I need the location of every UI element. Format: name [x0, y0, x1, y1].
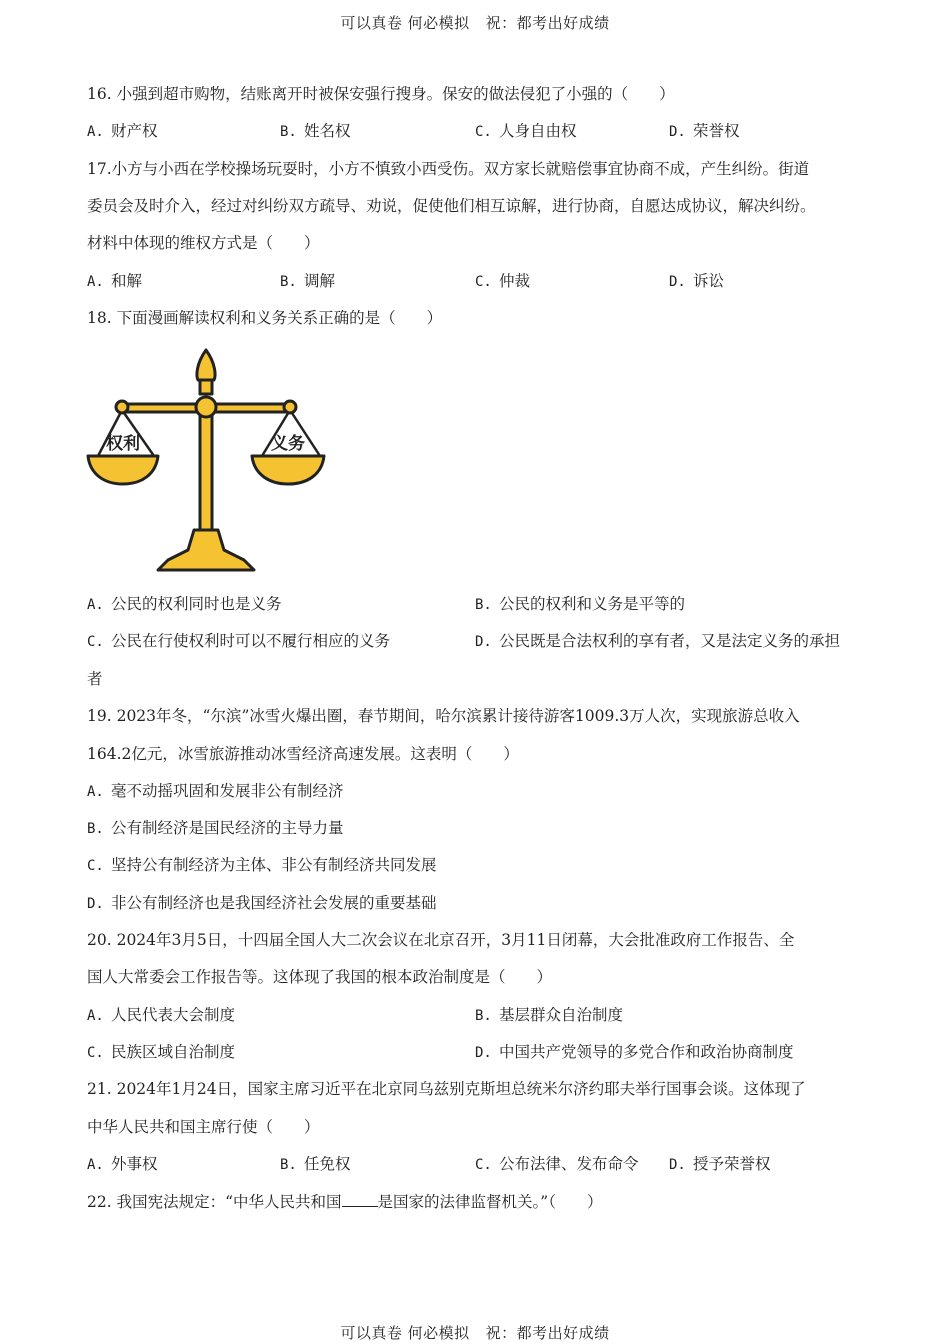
question-19-option-c[interactable]: C. 坚持公有制经济为主体、非公有制经济共同发展 [87, 856, 437, 874]
option-c[interactable]: C. 公布法律、发布命令 [475, 1155, 639, 1173]
option-d[interactable]: D. 中国共产党领导的多党合作和政治协商制度 [475, 1043, 794, 1061]
question-17-options [87, 269, 887, 291]
option-d-continuation: 者 [87, 670, 103, 688]
page-footer [0, 1322, 950, 1343]
option-c[interactable]: C. 仲裁 [475, 272, 531, 290]
question-20-options-row2 [87, 1040, 887, 1062]
option-a[interactable]: A. 公民的权利同时也是义务 [87, 595, 282, 613]
question-18-options-row1 [87, 592, 887, 614]
option-c[interactable]: C. 公民在行使权利时可以不履行相应的义务 [87, 632, 391, 650]
question-17-stem-line3: 材料中体现的维权方式是（ ） [87, 234, 320, 252]
option-b[interactable]: B. 公民的权利和义务是平等的 [475, 595, 686, 613]
question-18-options-row2 [87, 629, 887, 651]
option-b[interactable]: B. 基层群众自治制度 [475, 1006, 624, 1024]
scale-base [158, 530, 254, 570]
option-d[interactable]: D. 公民既是合法权利的享有者，又是法定义务的承担 [475, 632, 841, 650]
scale-left-pan [88, 456, 158, 484]
question-21-stem-line2: 中华人民共和国主席行使（ ） [87, 1118, 320, 1136]
footer-slogan: 可以真卷 何必模拟 [340, 1324, 470, 1342]
option-c[interactable]: C. 人身自由权 [475, 122, 577, 140]
fill-in-blank[interactable] [342, 1192, 378, 1207]
question-20-stem-line1: 20. 2024年3月5日，十四届全国人大二次会议在北京召开，3月11日闭幕，大会批准政府工作报告、全 [87, 931, 795, 949]
question-22-stem: 22. 我国宪法规定：“中华人民共和国 是国家的法律监督机关。”（ ） [87, 1193, 603, 1211]
footer-wish: 祝：都考出好成绩 [485, 1324, 610, 1342]
question-20-options-row1 [87, 1003, 887, 1025]
scale-pole [200, 412, 212, 530]
header-wish: 祝：都考出好成绩 [485, 14, 610, 32]
scale-finial [197, 350, 215, 380]
question-18-stem: 18. 下面漫画解读权利和义务关系正确的是（ ） [87, 309, 443, 327]
question-21-options [87, 1152, 887, 1174]
question-19-stem-line2: 164.2亿元，冰雪旅游推动冰雪经济高速发展。这表明（ ） [87, 745, 519, 763]
question-17-stem-line2: 委员会及时介入，经过对纠纷双方疏导、劝说，促使他们相互谅解，进行协商，自愿达成协议，解决纠纷。 [87, 197, 816, 215]
question-19-option-d[interactable]: D. 非公有制经济也是我国经济社会发展的重要基础 [87, 894, 437, 912]
question-17-stem-line1: 17.小方与小西在学校操场玩耍时，小方不慎致小西受伤。双方家长就赔偿事宜协商不成，产生纠纷。街道 [87, 160, 810, 178]
option-a[interactable]: A. 外事权 [87, 1155, 158, 1173]
option-a[interactable]: A. 人民代表大会制度 [87, 1006, 236, 1024]
scale-top-block [200, 380, 212, 394]
scale-right-pan [252, 456, 324, 484]
option-c[interactable]: C. 民族区域自治制度 [87, 1043, 236, 1061]
option-d[interactable]: D. 授予荣誉权 [669, 1155, 771, 1173]
question-19-option-a[interactable]: A. 毫不动摇巩固和发展非公有制经济 [87, 782, 344, 800]
header-slogan: 可以真卷 何必模拟 [340, 14, 470, 32]
option-b[interactable]: B. 姓名权 [280, 122, 351, 140]
left-pan-label: 权利 [106, 434, 140, 454]
page-header [0, 12, 950, 33]
question-16-stem: 16. 小强到超市购物，结账离开时被保安强行搜身。保安的做法侵犯了小强的（ ） [87, 85, 675, 103]
option-d[interactable]: D. 荣誉权 [669, 122, 740, 140]
option-b[interactable]: B. 任免权 [280, 1155, 351, 1173]
option-a[interactable]: A. 财产权 [87, 122, 158, 140]
scale-pivot [196, 397, 216, 417]
option-a[interactable]: A. 和解 [87, 272, 143, 290]
question-19-stem-line1: 19. 2023年冬，“尔滨”冰雪火爆出圈，春节期间，哈尔滨累计接待游客1009.3万人次，实现旅游总收入 [87, 707, 800, 725]
question-19-option-b[interactable]: B. 公有制经济是国民经济的主导力量 [87, 819, 344, 837]
option-d[interactable]: D. 诉讼 [669, 272, 725, 290]
question-16-options [87, 119, 887, 141]
option-b[interactable]: B. 调解 [280, 272, 336, 290]
right-pan-label: 义务 [271, 434, 305, 454]
balance-scale-cartoon [86, 346, 326, 576]
question-20-stem-line2: 国人大常委会工作报告等。这体现了我国的根本政治制度是（ ） [87, 968, 553, 986]
question-21-stem-line1: 21. 2024年1月24日，国家主席习近平在北京同乌兹别克斯坦总统米尔济约耶夫举行国事会谈。这体现了 [87, 1080, 806, 1098]
